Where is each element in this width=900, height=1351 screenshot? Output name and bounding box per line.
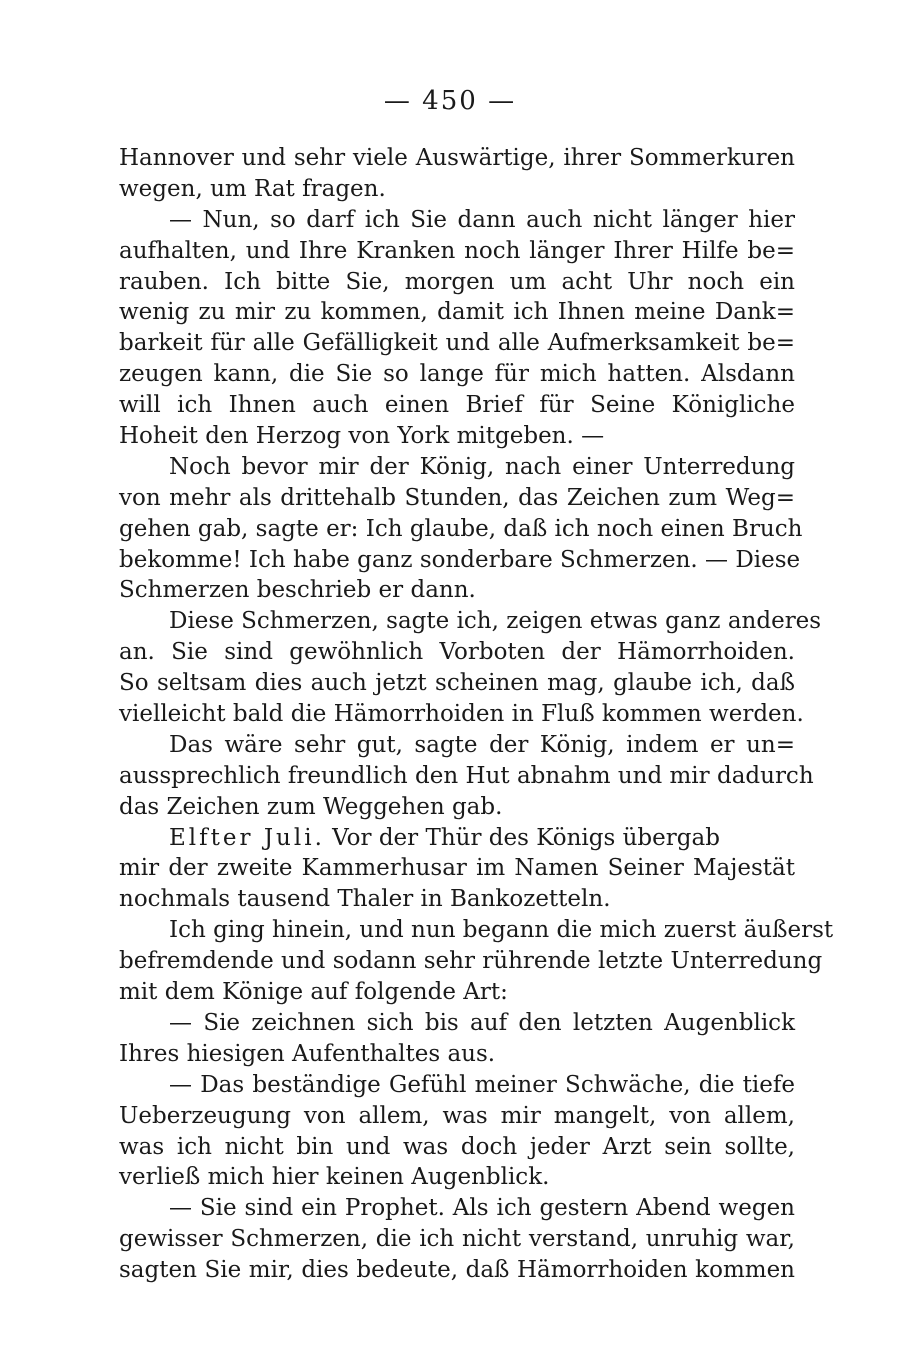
text-line: bekomme! Ich habe ganz sonderbare Schmerzen. — Diese	[119, 546, 801, 573]
text-line: verließ mich hier keinen Augenblick.	[119, 1164, 550, 1191]
text-line: — Sie sind ein Prophet. Als ich gestern Abend wegen	[169, 1195, 795, 1222]
text-line: Ihres hiesigen Aufenthaltes aus.	[119, 1040, 496, 1067]
text-line: zeugen kann, die Sie so lange für mich hatten. Alsdann	[119, 361, 795, 388]
text-line: Ueberzeugung von allem, was mir mangelt, von allem,	[119, 1102, 795, 1129]
text-line: Hoheit den Herzog von York mitgeben. —	[119, 423, 605, 450]
date-heading: Elfter Juli.	[169, 824, 325, 851]
text-line: aufhalten, und Ihre Kranken noch länger Ihrer Hilfe be=	[119, 237, 795, 264]
text-line: — Sie zeichnen sich bis auf den letzten Augenblick	[169, 1009, 795, 1036]
text-line: sagten Sie mir, dies bedeute, daß Hämorrhoiden kommen	[119, 1257, 795, 1284]
text-line: an. Sie sind gewöhnlich Vorboten der Hämorrhoiden.	[119, 639, 795, 666]
text-line: wegen, um Rat fragen.	[119, 175, 386, 202]
text-line: mir der zweite Kammerhusar im Namen Seiner Majestät	[119, 855, 795, 882]
text-span: Vor der Thür des Königs übergab	[324, 824, 720, 851]
text-line: gewisser Schmerzen, die ich nicht verstand, unruhig war,	[119, 1226, 795, 1253]
text-line: aussprechlich freundlich den Hut abnahm und mir dadurch	[119, 762, 814, 789]
text-line: Das wäre sehr gut, sagte der König, indem er un=	[169, 731, 795, 758]
text-line: will ich Ihnen auch einen Brief für Seine Königliche	[119, 392, 795, 419]
text-line: das Zeichen zum Weggehen gab.	[119, 793, 503, 820]
text-line: Hannover und sehr viele Auswärtige, ihrer Sommerkuren	[119, 145, 795, 171]
text-line: So seltsam dies auch jetzt scheinen mag, glaube ich, daß	[119, 670, 795, 697]
text-line: mit dem Könige auf folgende Art:	[119, 979, 508, 1006]
page-number: — 450 —	[383, 86, 517, 116]
text-line: vielleicht bald die Hämorrhoiden in Fluß kommen werden.	[119, 701, 804, 728]
text-line: was ich nicht bin und was doch jeder Arzt sein sollte,	[119, 1133, 795, 1160]
text-line: nochmals tausend Thaler in Bankozetteln.	[119, 886, 611, 913]
text-line: Noch bevor mir der König, nach einer Unterredung	[169, 453, 795, 480]
text-line: von mehr als drittehalb Stunden, das Zeichen zum Weg=	[119, 484, 795, 511]
text-line: gehen gab, sagte er: Ich glaube, daß ich noch einen Bruch	[119, 515, 803, 542]
text-line: Schmerzen beschrieb er dann.	[119, 577, 476, 604]
text-line: Diese Schmerzen, sagte ich, zeigen etwas ganz anderes	[169, 608, 822, 635]
text-line: barkeit für alle Gefälligkeit und alle Aufmerksamkeit be=	[119, 330, 795, 357]
text-line: befremdende und sodann sehr rührende letzte Unterredung	[119, 948, 823, 975]
body-text	[119, 143, 834, 1286]
text-line: wenig zu mir zu kommen, damit ich Ihnen meine Dank=	[119, 299, 795, 326]
text-line: — Das beständige Gefühl meiner Schwäche, die tiefe	[169, 1071, 795, 1098]
text-line	[119, 823, 795, 854]
text-line: rauben. Ich bitte Sie, morgen um acht Uhr noch ein	[119, 268, 795, 295]
text-line: — Nun, so darf ich Sie dann auch nicht länger hier	[169, 206, 795, 233]
text-line: Ich ging hinein, und nun begann die mich zuerst äußerst	[169, 917, 834, 944]
